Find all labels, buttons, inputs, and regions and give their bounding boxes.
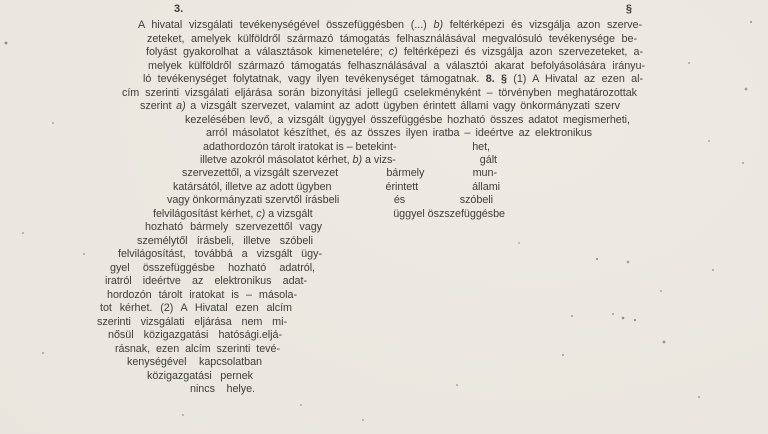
poem-line-21 — [107, 289, 297, 303]
poem-line-segment: szervezettől, a vizsgált szervezet — [182, 167, 339, 180]
poem-line-12 — [182, 167, 497, 181]
poem-line-segment: szóbeli — [459, 194, 493, 207]
poem-line-23 — [97, 316, 287, 330]
poem-line-segment: rásnak, ezen alcím szerinti tevé- — [115, 342, 280, 355]
poem-line-segment: felvilágosítást, továbbá a vizsgált ügy- — [118, 248, 322, 261]
page-number: 3. — [174, 2, 184, 15]
poem-line-19 — [110, 262, 315, 276]
poem-line-segment: nincs helye. — [190, 383, 255, 395]
poem-line-segment: adathordozón tárolt iratokat is – betekint- — [203, 140, 397, 153]
poem-line-segment: het, — [472, 140, 490, 153]
poem-line-17 — [137, 235, 313, 249]
section-symbol: § — [625, 2, 632, 15]
poem-line-segment: kenységével kapcsolatban — [127, 356, 262, 368]
poem-line-segment: folyást gyakorolhat a választások kimenetelére; c) feltérképezi és vizsgálja azon szervezeteket, a- — [146, 46, 643, 59]
poem-line-segment: tot kérhet. (2) A Hivatal ezen alcím — [100, 302, 292, 315]
poem-line-segment: és — [393, 194, 406, 207]
poem-line-10 — [203, 141, 490, 155]
poem-line-27 — [147, 370, 253, 384]
poem-line-segment: cím szerinti vizsgálati eljárása során bizonyítási jellegű cselekményként – törvényben meghatározottak — [122, 86, 637, 99]
poem-line-segment: arról másolatot készíthet, és az összes ilyen iratba – ideértve az elektronikus — [206, 127, 592, 139]
poem-line-segment: kezelésében levő, a vizsgált ügygyel összefüggésbe hozható összes adatot megismerheti, — [185, 113, 630, 126]
poem-line-22 — [100, 302, 292, 316]
poem-line-6 — [122, 87, 637, 101]
poem-line-2 — [147, 33, 637, 47]
poem-line-4 — [148, 60, 645, 74]
poem-line-18 — [118, 248, 322, 262]
poem-line-5 — [143, 73, 643, 87]
poem-line-segment: üggyel öszszefüggésbe — [393, 207, 505, 220]
poem-line-segment: szerint a) a vizsgált szervezet, valamint az adott ügyben érintett állami vagy önkormányzati szerv — [140, 100, 620, 113]
poem-line-segment: A hivatal vizsgálati tevékenységével összefüggésben (...) b) feltérképezi és vizsgálja azon szerve- — [138, 19, 642, 32]
poem-line-segment: iratról ideértve az elektronikus adat- — [105, 275, 307, 288]
poem-line-segment: nősül közigazgatási hatósági.eljá- — [108, 329, 282, 342]
poem-line-segment: hordozón tárolt iratokat is – másola- — [107, 288, 297, 301]
poem-line-segment: hozható bármely szervezettől vagy — [145, 221, 322, 234]
poem-line-segment: gált — [479, 154, 497, 166]
poem-line-28 — [190, 383, 255, 397]
poem-line-15 — [153, 208, 505, 222]
poem-line-25 — [115, 343, 280, 357]
poem-line-26 — [127, 356, 262, 370]
poem-line-14 — [167, 194, 493, 208]
poem-line-segment: bármely — [386, 167, 425, 180]
poem-line-8 — [185, 114, 630, 128]
poem-line-segment: melyek külföldről származó támogatás felhasználásával a választói akarat befolyásolására irányu- — [148, 59, 645, 72]
poem-line-segment: katársától, illetve az adott ügyben — [173, 180, 332, 193]
poem-line-segment: zeteket, amelyek külföldről származó támogatás felhasználásával megvalósuló tevékenysége be- — [147, 32, 637, 45]
poem-line-13 — [173, 181, 500, 195]
poem-line-20 — [105, 275, 307, 289]
poem-line-segment: mun- — [472, 167, 497, 180]
poem-line-1 — [138, 19, 642, 33]
poem-line-segment: közigazgatási pernek — [147, 369, 253, 382]
poem-line-3 — [146, 46, 643, 60]
poem-line-segment: állami — [472, 180, 500, 193]
poem-line-7 — [140, 100, 620, 114]
poem-line-segment: ló tevékenységet folytatnak, vagy ilyen tevékenységet támogatnak. 8. § (1) A Hivatal az ezen al- — [143, 73, 643, 86]
poem-line-segment: gyel összefüggésbe hozható adatról, — [110, 261, 315, 274]
poem-line-segment: érintett — [385, 180, 419, 193]
poem-line-segment: személytől írásbeli, illetve szóbeli — [137, 234, 313, 247]
poem-line-9 — [206, 127, 592, 141]
poem-line-segment: szerinti vizsgálati eljárása nem mi- — [97, 315, 287, 328]
poem-line-24 — [108, 329, 282, 343]
poem-line-11 — [200, 154, 497, 168]
poem-line-segment: illetve azokról másolatot kérhet, b) a vizs- — [200, 154, 396, 166]
poem-line-16 — [145, 221, 322, 235]
poem-line-segment: vagy önkormányzati szervtől írásbeli — [167, 194, 340, 207]
poem-line-segment: felvilágosítást kérhet, c) a vizsgált — [153, 207, 313, 220]
